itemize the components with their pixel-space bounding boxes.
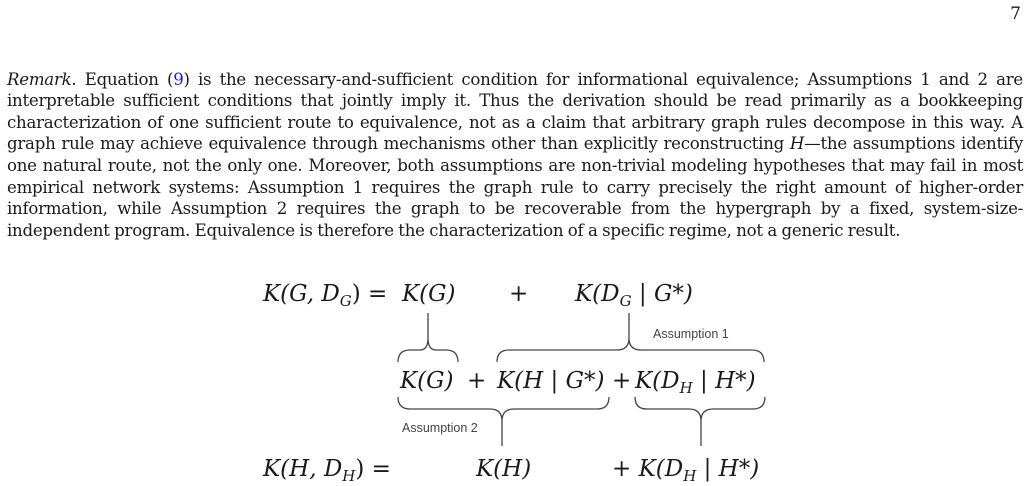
equation-reference-link[interactable]: 9	[173, 69, 184, 89]
upper-brace-left	[398, 313, 458, 362]
row2-term-khg: K(H | G*)	[497, 368, 605, 394]
row2-plus-2: +	[612, 368, 632, 394]
row1-term-kdg: $K(D_G$ | G*)	[575, 281, 693, 310]
remark-text-pre: Equation (	[76, 69, 174, 89]
row1-term-kg: K(G)	[402, 281, 456, 307]
remark-text-tail: —the assumptions identify one natural route, not the only one. Moreover, both assumptions are non-trivial modeling hypotheses that may fail in most empirical network systems: Assumption 1 requires the graph rule to carry precisely the right amount of higher-order information, while Assumption 2 requires the graph to be recoverable from the hypergraph by a fixed, system-size-independent program. Equivalence is therefore the characterization of a specific regime, not a generic result.	[7, 134, 1023, 240]
row2-plus-1: +	[467, 368, 487, 394]
row1-plus: +	[509, 281, 529, 307]
row2-term-kg: K(G)	[400, 368, 454, 394]
row3-lhs: K(H, $D_H$) =	[263, 456, 391, 485]
row1-lhs: K(G, $D_G$) =	[263, 281, 388, 310]
remark-text-post: ) is the necessary-and-sufficient condition for informational equivalence; Assumptions 1 and 2 are interpretable sufficient conditions that jointly imply it. Thus the derivation should be read primarily as a bookkeeping characterization of one sufficient route to equivalence, not as a claim that arbitrary graph rules decompose in this way. A graph rule may achieve equivalence through mechanisms other than explicitly reconstructing	[7, 69, 1023, 154]
remark-lead: Remark.	[7, 69, 77, 89]
math-variable-h: H	[789, 134, 805, 154]
row3-term-kdh: + $K(D_H$ | H*)	[612, 456, 760, 485]
row3-term-kh: K(H)	[476, 456, 532, 482]
page-number: 7	[1010, 4, 1021, 24]
lower-brace-right	[635, 397, 765, 446]
assumption-2-label: Assumption 2	[402, 421, 478, 435]
row2-term-kdh: $K(D_H$ | H*)	[635, 368, 756, 397]
assumption-1-label: Assumption 1	[653, 327, 729, 341]
